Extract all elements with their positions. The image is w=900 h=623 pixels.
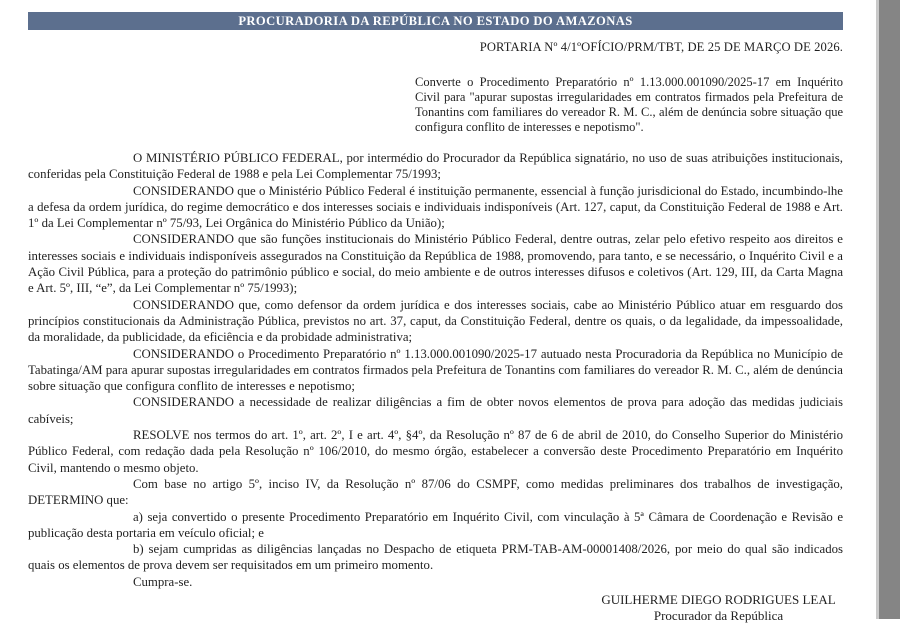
signatory-title: Procurador da República [594, 608, 843, 623]
ementa-summary: Converte o Procedimento Preparatório nº 1.13.000.001090/2025-17 em Inquérito Civil para "apurar supostas irregularidades em contratos firmados pela Prefeitura de Tonantins com familiares do vereador R. M. C., além de denúncia sobre situação que configura conflito de interesses e nepotismo". [415, 75, 843, 135]
paragraph-resolve: RESOLVE nos termos do art. 1º, art. 2º, I e art. 4º, §4º, da Resolução nº 87 de 6 de abril de 2010, do Conselho Superior do Ministério Público Federal, com redação dada pela Resolução nº 106/2010, do mesmo órgão, estabelecer a conversão deste Procedimento Preparatório em Inquérito Civil, mantendo o mesmo objeto. [28, 427, 843, 476]
paragraph-item-b: b) sejam cumpridas as diligências lançadas no Despacho de etiqueta PRM-TAB-AM-00001408/2026, por meio do qual são indicados quais os elementos de prova devem ser requisitados em um primeiro momento. [28, 541, 843, 574]
paragraph-considerando-4: CONSIDERANDO o Procedimento Preparatório nº 1.13.000.001090/2025-17 autuado nesta Procuradoria da República no Município de Tabatinga/AM para apurar supostas irregularidades em contratos firmados pela Prefeitura de Tonantins com familiares do vereador R. M. C., além de denúncia sobre situação que configura conflito de interesses e nepotismo; [28, 346, 843, 395]
closing-line: Cumpra-se. [28, 574, 843, 590]
header-banner [28, 12, 843, 30]
paragraph-determino: Com base no artigo 5º, inciso IV, da Resolução nº 87/06 do CSMPF, como medidas preliminares dos trabalhos de investigação, DETERMINO que: [28, 476, 843, 509]
signature-block [594, 592, 843, 623]
paragraph-item-a: a) seja convertido o presente Procedimento Preparatório em Inquérito Civil, com vinculação à 5ª Câmara de Coordenação e Revisão e publicação desta portaria em veículo oficial; e [28, 509, 843, 542]
paragraph-considerando-3: CONSIDERANDO que, como defensor da ordem jurídica e dos interesses sociais, cabe ao Ministério Público atuar em resguardo dos princípios constitucionais da Administração Pública, previstos no art. 37, caput, da Constituição Federal, dentre os quais, o da legalidade, da impessoalidade, da moralidade, da publicidade, da eficiência e da probidade administrativa; [28, 297, 843, 346]
paragraph-considerando-5: CONSIDERANDO a necessidade de realizar diligências a fim de obter novos elementos de prova para adoção das medidas judiciais cabíveis; [28, 394, 843, 427]
paragraph-preamble: O MINISTÉRIO PÚBLICO FEDERAL, por intermédio do Procurador da República signatário, no uso de suas atribuições institucionais, conferidas pela Constituição Federal de 1988 e pela Lei Complementar 75/1993; [28, 150, 843, 183]
portaria-number-line: PORTARIA Nº 4/1ºOFÍCIO/PRM/TBT, DE 25 DE MARÇO DE 2026. [28, 40, 843, 54]
paragraph-considerando-1: CONSIDERANDO que o Ministério Público Federal é instituição permanente, essencial à função jurisdicional do Estado, incumbindo-lhe a defesa da ordem jurídica, do regime democrático e dos interesses sociais e individuais indisponíveis (Art. 127, caput, da Constituição Federal de 1988 e Art. 1º da Lei Complementar nº 75/93, Lei Orgânica do Ministério Público da União); [28, 183, 843, 232]
document-body [28, 150, 843, 590]
signatory-name: GUILHERME DIEGO RODRIGUES LEAL [594, 592, 843, 608]
header-banner-title: PROCURADORIA DA REPÚBLICA NO ESTADO DO AMAZONAS [238, 14, 632, 28]
viewer-edge-strip [876, 0, 900, 619]
paragraph-considerando-2: CONSIDERANDO que são funções institucionais do Ministério Público Federal, dentre outras, zelar pelo efetivo respeito aos direitos e interesses sociais e individuais indisponíveis assegurados na Constituição da República de 1988, promovendo, para tanto, e se necessário, o Inquérito Civil e a Ação Civil Pública, para a proteção do patrimônio público e social, do meio ambiente e de outros interesses difusos e coletivos (Art. 129, III, da Carta Magna e Art. 5º, III, “e”, da Lei Complementar nº 75/1993); [28, 231, 843, 296]
